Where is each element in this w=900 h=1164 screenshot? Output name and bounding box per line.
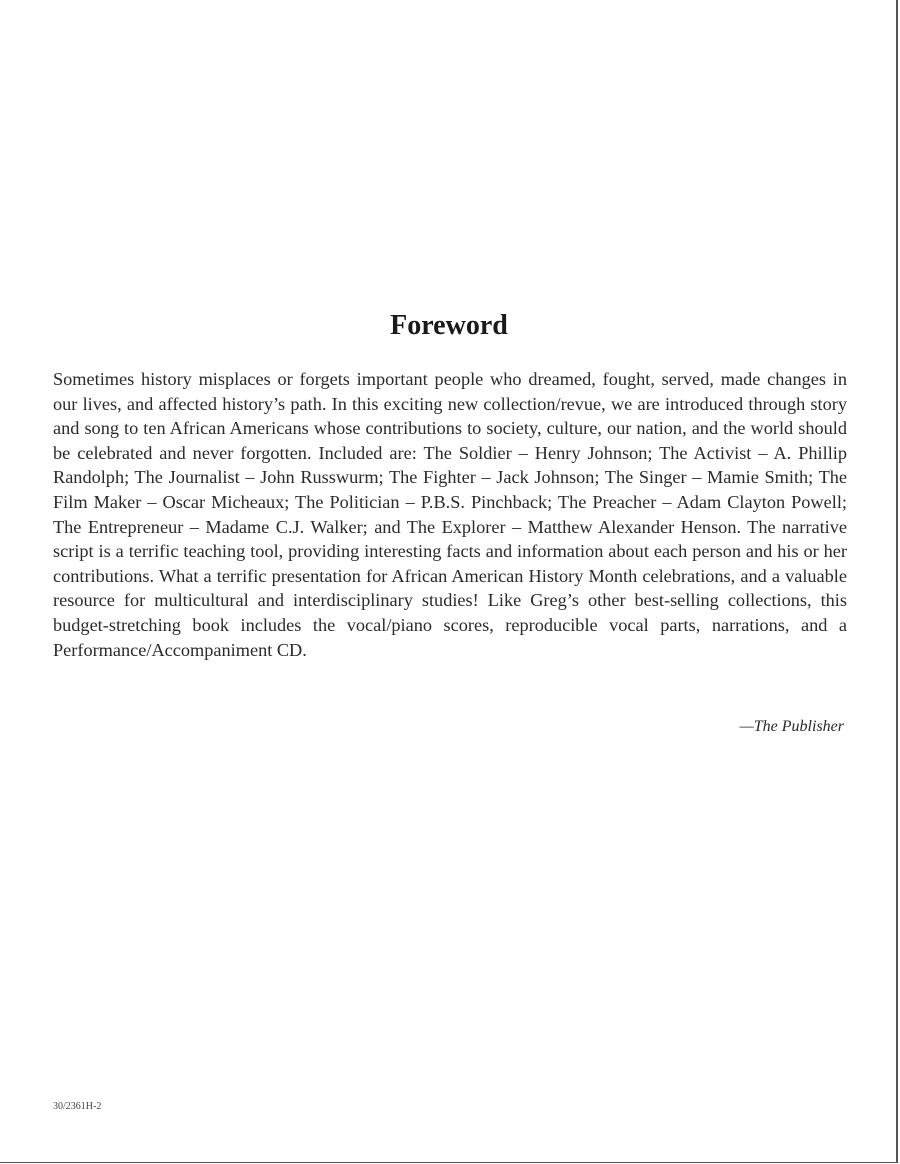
publisher-signature: —The Publisher (739, 718, 844, 735)
foreword-body: Sometimes history misplaces or forgets important people who dreamed, fought, served, made changes in our lives, and affected history’s path. In this exciting new collection/revue, we are introduced through story and song to ten African Americans whose contributions to society, culture, our nation, and the world should be celebrated and never forgotten. Included are: The Soldier – Henry Johnson; The Activist – A. Phillip Randolph; The Journalist – John Russwurm; The Fighter – Jack Johnson; The Singer – Mamie Smith; The Film Maker – Oscar Micheaux; The Politician – P.B.S. Pinchback; The Preacher – Adam Clayton Powell; The Entrepreneur – Madame C.J. Walker; and The Explorer – Matthew Alexander Henson. The narrative script is a terrific teaching tool, providing interesting facts and information about each person and his or her contributions. What a terrific presentation for African American History Month celebrations, and a valuable resource for multicultural and interdisciplinary studies! Like Greg’s other best-selling collections, this budget-stretching book includes the vocal/piano scores, reproducible vocal parts, narrations, and a Performance/Accompaniment CD. (53, 369, 847, 660)
catalog-code: 30/2361H-2 (53, 1101, 102, 1112)
page-title: Foreword (390, 310, 508, 341)
